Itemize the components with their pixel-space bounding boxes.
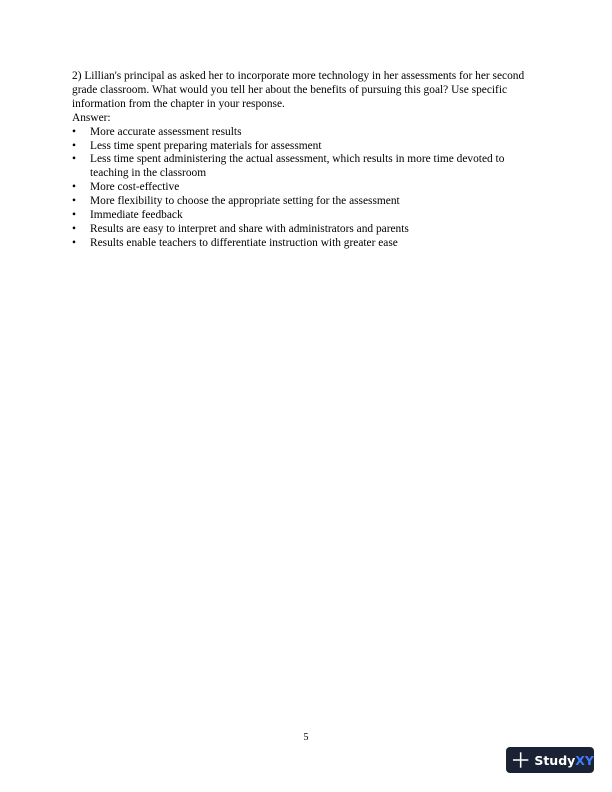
bullet-icon: • <box>72 153 76 166</box>
list-item <box>72 140 542 154</box>
list-item <box>72 153 542 181</box>
list-item <box>72 237 542 251</box>
bullet-icon: • <box>72 181 76 194</box>
bullet-icon: • <box>72 139 76 152</box>
answer-label: Answer: <box>72 111 111 124</box>
bullet-text: Results are easy to interpret and share with administrators and parents <box>90 222 409 235</box>
badge-text-primary: Study <box>534 752 576 768</box>
page-number: 5 <box>303 732 309 743</box>
bullet-text: More accurate assessment results <box>90 125 242 138</box>
bullet-icon: • <box>72 195 76 208</box>
list-item <box>72 195 542 209</box>
bullet-icon: • <box>72 125 76 138</box>
list-item <box>72 223 542 237</box>
bullet-text: More flexibility to choose the appropriate setting for the assessment <box>90 195 400 208</box>
list-item <box>72 181 542 195</box>
list-item <box>72 126 542 140</box>
bullet-icon: • <box>72 222 76 235</box>
question-text: 2) Lillian's principal as asked her to incorporate more technology in her assessments for her second grade classroom. What would you tell her about the benefits of pursuing this goal? Use specific information from the chapter in your response. <box>72 70 525 110</box>
badge-text-accent: XY <box>575 752 594 768</box>
list-item <box>72 209 542 223</box>
bullet-text: More cost-effective <box>90 181 180 194</box>
bullet-icon: • <box>72 209 76 222</box>
document-body <box>72 70 542 251</box>
bullet-text: Results enable teachers to differentiate instruction with greater ease <box>90 236 398 249</box>
bullet-text: Immediate feedback <box>90 209 183 222</box>
bullet-text: Less time spent preparing materials for assessment <box>90 139 322 152</box>
plus-icon <box>512 751 529 769</box>
answer-bullet-list <box>72 126 542 251</box>
bullet-text: Less time spent administering the actual assessment, which results in more time devoted to teaching in the classroom <box>90 153 505 180</box>
studyxy-badge[interactable] <box>506 747 594 773</box>
bullet-icon: • <box>72 236 76 249</box>
